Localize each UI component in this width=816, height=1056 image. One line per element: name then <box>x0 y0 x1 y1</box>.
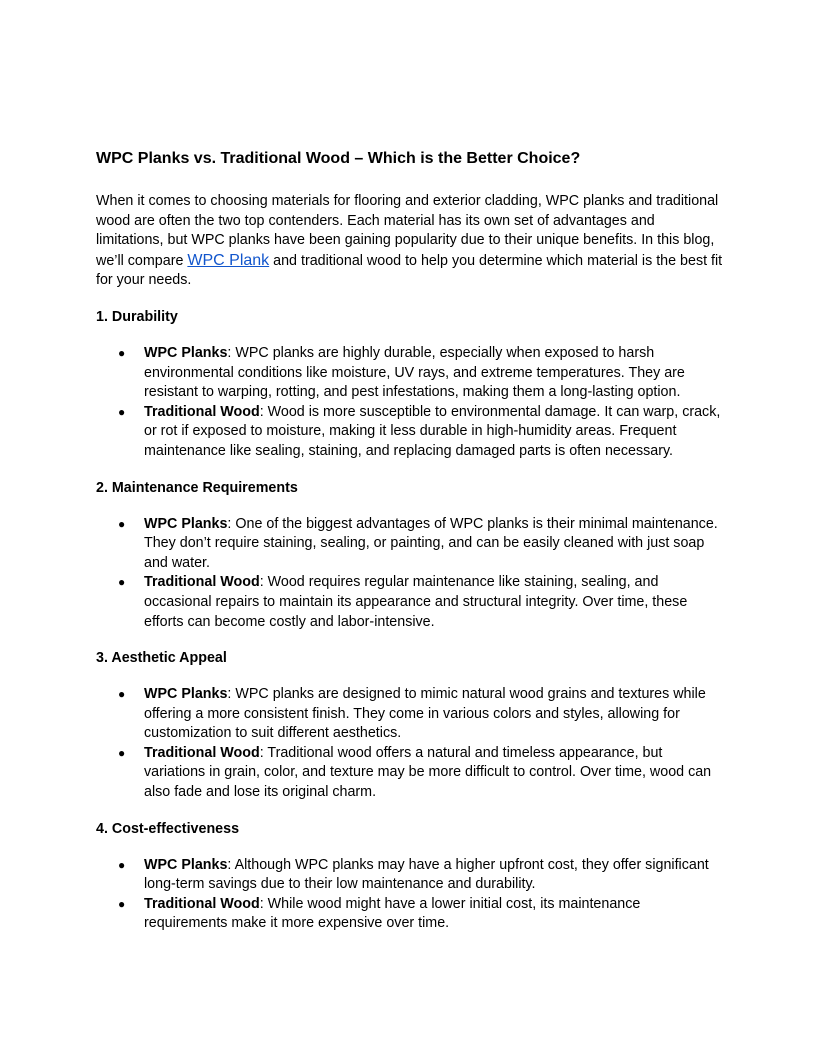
section-heading-aesthetic: 3. Aesthetic Appeal <box>96 650 227 667</box>
item-text: : Wood is more susceptible to environmental damage. It can warp, crack, or rot if exposed to moisture, making it less durable in high-humidity areas. Frequent maintenance like sealing, staining, and replacing damaged parts is often necessary. <box>144 403 721 459</box>
bullet-icon: ● <box>118 404 126 419</box>
item-text: : While wood might have a lower initial cost, its maintenance requirements make it more expensive over time. <box>144 895 641 932</box>
list-item <box>96 515 726 574</box>
bullet-icon: ● <box>118 516 126 531</box>
item-label: Traditional Wood <box>144 744 260 761</box>
section-list-maintenance <box>96 515 726 633</box>
item-label: Traditional Wood <box>144 895 260 912</box>
item-text: : One of the biggest advantages of WPC planks is their minimal maintenance. They don’t require staining, sealing, or painting, and can be easily cleaned with just soap and water. <box>144 515 718 571</box>
list-item <box>96 744 726 803</box>
item-label: WPC Planks <box>144 515 228 532</box>
bullet-icon: ● <box>118 745 126 760</box>
section-heading-maintenance: 2. Maintenance Requirements <box>96 479 298 496</box>
section-heading-cost: 4. Cost-effectiveness <box>96 820 240 837</box>
list-item <box>96 573 726 632</box>
section-list-aesthetic <box>96 685 726 803</box>
item-label: Traditional Wood <box>144 403 260 420</box>
document-page <box>96 148 726 950</box>
item-text: : Wood requires regular maintenance like staining, sealing, and occasional repairs to maintain its appearance and structural integrity. Over time, these efforts can become costly and labor-intensive. <box>144 574 688 630</box>
bullet-icon: ● <box>118 896 126 911</box>
item-text: : WPC planks are designed to mimic natural wood grains and textures while offering a more consistent finish. They come in various colors and styles, allowing for customization to suit different aesthetics. <box>144 686 706 742</box>
section-list-durability <box>96 344 726 462</box>
bullet-icon: ● <box>118 575 126 590</box>
section-heading-durability: 1. Durability <box>96 308 178 325</box>
document-title: WPC Planks vs. Traditional Wood – Which is the Better Choice? <box>96 150 581 167</box>
intro-paragraph <box>96 192 726 291</box>
item-label: WPC Planks <box>144 856 228 873</box>
item-text: : Traditional wood offers a natural and timeless appearance, but variations in grain, color, and texture may be more difficult to control. Over time, wood can also fade and lose its original charm. <box>144 744 712 801</box>
section-list-cost <box>96 856 726 934</box>
bullet-icon: ● <box>118 687 126 702</box>
item-text: : WPC planks are highly durable, especially when exposed to harsh environmental conditions like moisture, UV rays, and extreme temperatures. They are resistant to warping, rotting, and pest infestations, making them a long-lasting option. <box>144 344 685 401</box>
item-label: WPC Planks <box>144 686 228 703</box>
list-item <box>96 856 726 895</box>
bullet-icon: ● <box>118 345 126 360</box>
bullet-icon: ● <box>118 857 126 872</box>
intro-text-after: and traditional wood to help you determine which material is the best fit for your needs. <box>96 252 723 289</box>
list-item <box>96 895 726 934</box>
wpc-plank-link[interactable]: WPC Plank <box>187 251 270 269</box>
item-text: : Although WPC planks may have a higher upfront cost, they offer significant long-term savings due to their low maintenance and durability. <box>144 856 709 893</box>
list-item <box>96 685 726 744</box>
list-item <box>96 344 726 403</box>
item-label: WPC Planks <box>144 344 228 361</box>
item-label: Traditional Wood <box>144 574 260 591</box>
list-item <box>96 403 726 462</box>
intro-text-before: When it comes to choosing materials for flooring and exterior cladding, WPC planks and traditional wood are often the two top contenders. Each material has its own set of advantages and limitations, but WPC planks have been gaining popularity due to their unique benefits. In this blog, we’ll compare <box>96 193 719 269</box>
